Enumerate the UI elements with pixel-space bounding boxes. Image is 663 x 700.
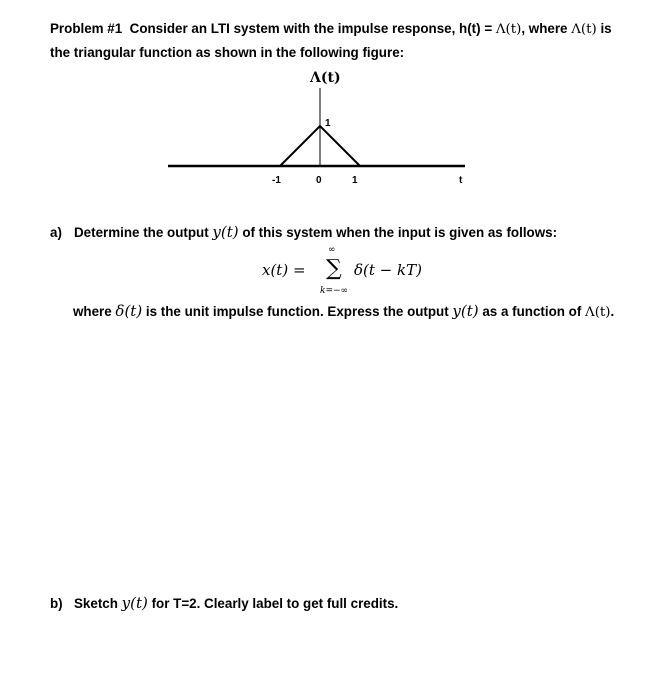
where-text-2: is the unit impulse function. Express the output (142, 304, 453, 319)
equation-lhs: x(t) = (262, 261, 306, 279)
part-a-label: a) (50, 225, 62, 240)
part-b-question (50, 594, 398, 612)
intro-text-3: is (596, 21, 612, 36)
triangle-plot (160, 70, 480, 190)
intro-text-4: the triangular function as shown in the following figure: (50, 45, 405, 60)
input-equation (262, 247, 462, 303)
output-symbol: y(t) (452, 302, 479, 320)
lambda-symbol: Λ(t) (571, 22, 597, 37)
sum-lower-limit: k=−∞ (320, 286, 349, 296)
intro-text-2: , where (521, 21, 572, 36)
summation-symbol: ∑ (326, 256, 342, 281)
part-a-question (50, 223, 557, 241)
axis-label-t: t (459, 175, 463, 186)
part-a-text-2: of this system when the input is given as follows: (238, 225, 558, 240)
problem-statement (50, 17, 640, 64)
where-text-1: where (73, 304, 116, 319)
output-symbol: y(t) (121, 594, 148, 612)
where-text-3: as a function of (478, 304, 586, 319)
tick-label-neg1: -1 (272, 175, 281, 186)
peak-label: 1 (325, 118, 331, 129)
figure-title: Λ(t) (310, 70, 341, 86)
delta-symbol: δ(t) (115, 302, 143, 320)
where-text-4: . (610, 304, 615, 319)
triangle-figure (160, 70, 480, 190)
tick-label-0: 0 (316, 175, 322, 186)
part-a-text-1: Determine the output (74, 225, 213, 240)
tick-label-1: 1 (352, 175, 358, 186)
lambda-symbol: Λ(t) (495, 22, 522, 37)
sum-upper-limit: ∞ (328, 245, 336, 255)
part-b-text-2: for T=2. Clearly label to get full credits. (147, 596, 399, 611)
part-a-where-clause (73, 302, 614, 320)
part-b-label: b) (50, 596, 63, 611)
lambda-symbol: Λ(t) (585, 305, 611, 320)
output-symbol: y(t) (212, 223, 239, 241)
intro-text-1: Consider an LTI system with the impulse response, h(t) = (129, 21, 496, 36)
part-b-text-1: Sketch (74, 596, 122, 611)
equation-term: δ(t − kT) (354, 261, 422, 279)
problem-header: Problem #1 (50, 21, 123, 36)
